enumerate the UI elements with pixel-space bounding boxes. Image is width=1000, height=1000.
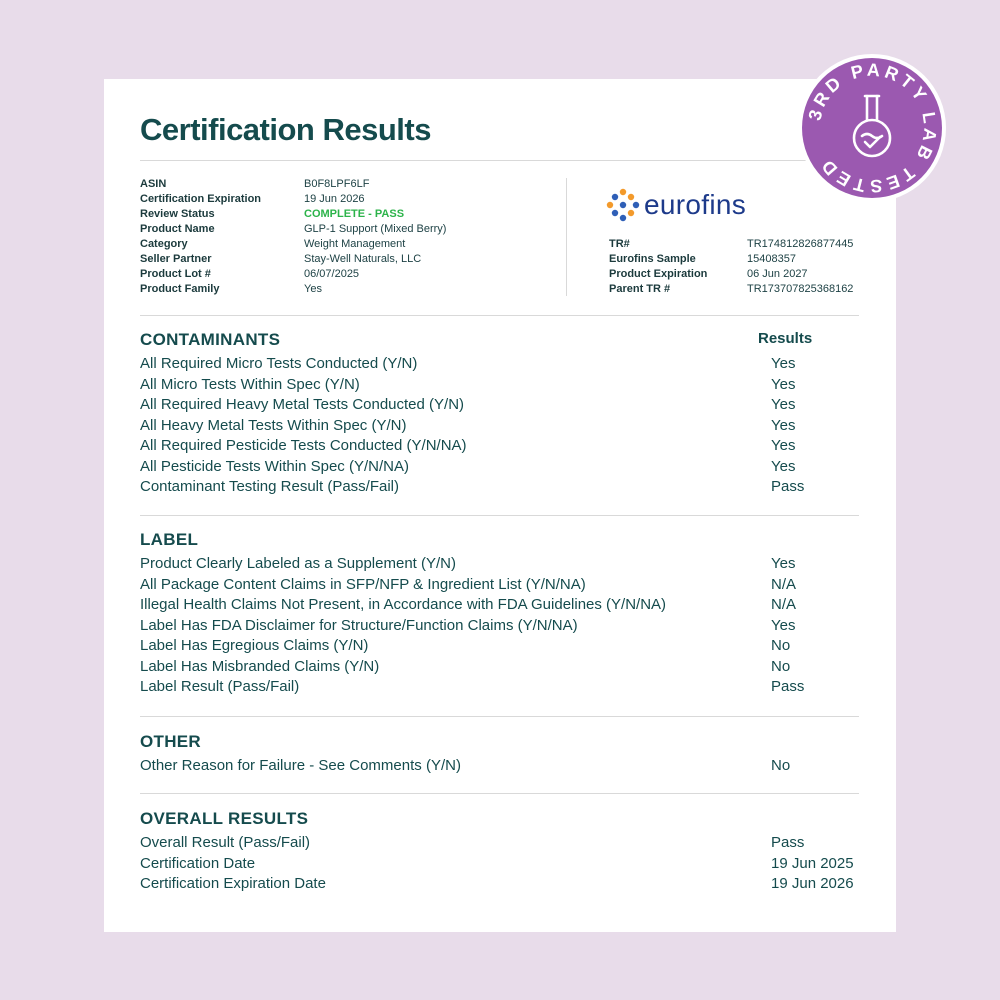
criterion-label: Label Has FDA Disclaimer for Structure/Function Claims (Y/N/NA): [140, 616, 578, 634]
info-row-review-status: [140, 207, 560, 222]
review-status-value: COMPLETE - PASS: [304, 208, 405, 220]
criterion-label: All Micro Tests Within Spec (Y/N): [140, 375, 360, 393]
result-row: [140, 575, 860, 596]
certificate-card: [104, 79, 896, 932]
criterion-result: 19 Jun 2025: [771, 854, 854, 872]
criterion-result: Pass: [771, 834, 805, 851]
result-row: [140, 554, 860, 575]
result-row: [140, 874, 860, 895]
info-label: Seller Partner: [140, 253, 212, 265]
info-label: Product Family: [140, 283, 220, 295]
result-row: [140, 636, 860, 657]
criterion-label: All Required Pesticide Tests Conducted (Y/N/NA): [140, 437, 467, 454]
info-label: Certification Expiration: [140, 193, 262, 205]
info-value: Weight Management: [304, 238, 406, 250]
section-title: CONTAMINANTS: [140, 330, 281, 349]
page-title: Certification Results: [140, 112, 431, 147]
info-label: Product Name: [140, 223, 215, 235]
info-label: Product Lot #: [140, 268, 211, 280]
criterion-label: All Required Heavy Metal Tests Conducted (Y/N): [140, 396, 465, 413]
section-contaminants: [140, 330, 860, 498]
info-label: Parent TR #: [609, 283, 671, 295]
section-divider: [140, 793, 859, 794]
result-row: [140, 854, 860, 875]
result-row: [140, 354, 860, 375]
info-value: TR174812826877445: [747, 238, 854, 250]
criterion-result: Yes: [771, 375, 796, 393]
criterion-result: Pass: [771, 678, 805, 695]
section-title: OVERALL RESULTS: [140, 809, 309, 828]
info-label: Product Expiration: [609, 268, 708, 280]
section-divider: [140, 315, 859, 316]
criterion-label: Label Has Egregious Claims (Y/N): [140, 637, 369, 654]
section-other: [140, 732, 860, 777]
info-value: TR173707825368162: [747, 283, 854, 295]
result-row: [140, 375, 860, 396]
badge-text: 3RD PARTY LAB TESTED: [804, 59, 941, 197]
criterion-label: Overall Result (Pass/Fail): [140, 834, 311, 851]
product-info: [140, 177, 560, 297]
info-label: Category: [140, 238, 188, 250]
result-row: [140, 833, 860, 854]
info-row-eurofins-sample: [609, 252, 869, 267]
info-value: B0F8LPF6LF: [304, 178, 370, 190]
result-row: [140, 756, 860, 777]
info-value: Yes: [304, 283, 322, 295]
info-value: 15408357: [747, 253, 796, 265]
result-row: [140, 395, 860, 416]
criterion-result: 19 Jun 2026: [771, 875, 854, 892]
criterion-label: Label Result (Pass/Fail): [140, 678, 300, 695]
info-value: 06/07/2025: [304, 268, 360, 280]
info-label: Review Status: [140, 208, 215, 220]
criterion-result: Yes: [771, 437, 796, 454]
info-row-product-expiration: [609, 267, 869, 282]
info-row-certification-expiration: [140, 192, 560, 207]
criterion-result: N/A: [771, 596, 797, 613]
info-label: Eurofins Sample: [609, 253, 696, 265]
criterion-result: Yes: [771, 457, 796, 475]
result-row: [140, 457, 860, 478]
info-value: 06 Jun 2027: [747, 268, 808, 280]
info-row-product-family: [140, 282, 560, 297]
title-divider: [140, 160, 859, 161]
eurofins-dots-icon: [606, 188, 640, 222]
criterion-label: All Heavy Metal Tests Within Spec (Y/N): [140, 416, 407, 434]
info-row-asin: [140, 177, 560, 192]
info-row-seller-partner: [140, 252, 560, 267]
info-label: TR#: [609, 238, 630, 250]
section-divider: [140, 515, 859, 516]
criterion-result: Pass: [771, 478, 805, 495]
criterion-label: Contaminant Testing Result (Pass/Fail): [140, 478, 399, 495]
criterion-label: All Package Content Claims in SFP/NFP & Ingredient List (Y/N/NA): [140, 575, 586, 593]
section-title: OTHER: [140, 732, 201, 751]
criterion-result: No: [771, 637, 791, 654]
sample-info: [609, 237, 869, 297]
lab-tested-badge: [796, 52, 948, 204]
criterion-label: Product Clearly Labeled as a Supplement (Y/N): [140, 555, 456, 572]
section-title: LABEL: [140, 530, 199, 549]
info-divider: [566, 178, 567, 296]
info-row-parent-tr: [609, 282, 869, 297]
criterion-result: Yes: [771, 416, 796, 434]
criterion-label: Certification Date: [140, 854, 256, 872]
brand-name: eurofins: [644, 189, 747, 220]
criterion-label: Other Reason for Failure - See Comments (Y/N): [140, 757, 461, 774]
criterion-result: No: [771, 757, 791, 774]
info-value: GLP-1 Support (Mixed Berry): [304, 223, 447, 235]
info-row-tr: [609, 237, 869, 252]
criterion-result: Yes: [771, 355, 796, 372]
info-label: ASIN: [140, 178, 167, 190]
info-row-product-lot: [140, 267, 560, 282]
criterion-result: No: [771, 657, 791, 675]
result-row: [140, 477, 860, 498]
section-divider: [140, 716, 859, 717]
criterion-result: Yes: [771, 555, 796, 572]
result-row: [140, 657, 860, 678]
info-value: Stay-Well Naturals, LLC: [304, 253, 422, 265]
criterion-label: Label Has Misbranded Claims (Y/N): [140, 657, 380, 675]
criterion-result: Yes: [771, 396, 796, 413]
info-value: 19 Jun 2026: [304, 193, 365, 205]
criterion-label: Certification Expiration Date: [140, 875, 326, 892]
criterion-label: All Required Micro Tests Conducted (Y/N): [140, 355, 418, 372]
section-label: [140, 530, 860, 698]
criterion-result: N/A: [771, 575, 797, 593]
section-overall-results: [140, 809, 860, 895]
result-row: [140, 595, 860, 616]
info-row-category: [140, 237, 560, 252]
criterion-label: Illegal Health Claims Not Present, in Accordance with FDA Guidelines (Y/N/NA): [140, 596, 667, 613]
results-header: Results: [758, 330, 813, 347]
result-row: [140, 416, 860, 437]
result-row: [140, 677, 860, 698]
criterion-label: All Pesticide Tests Within Spec (Y/N/NA): [140, 457, 409, 475]
result-row: [140, 436, 860, 457]
info-row-product-name: [140, 222, 560, 237]
result-row: [140, 616, 860, 637]
criterion-result: Yes: [771, 616, 796, 634]
